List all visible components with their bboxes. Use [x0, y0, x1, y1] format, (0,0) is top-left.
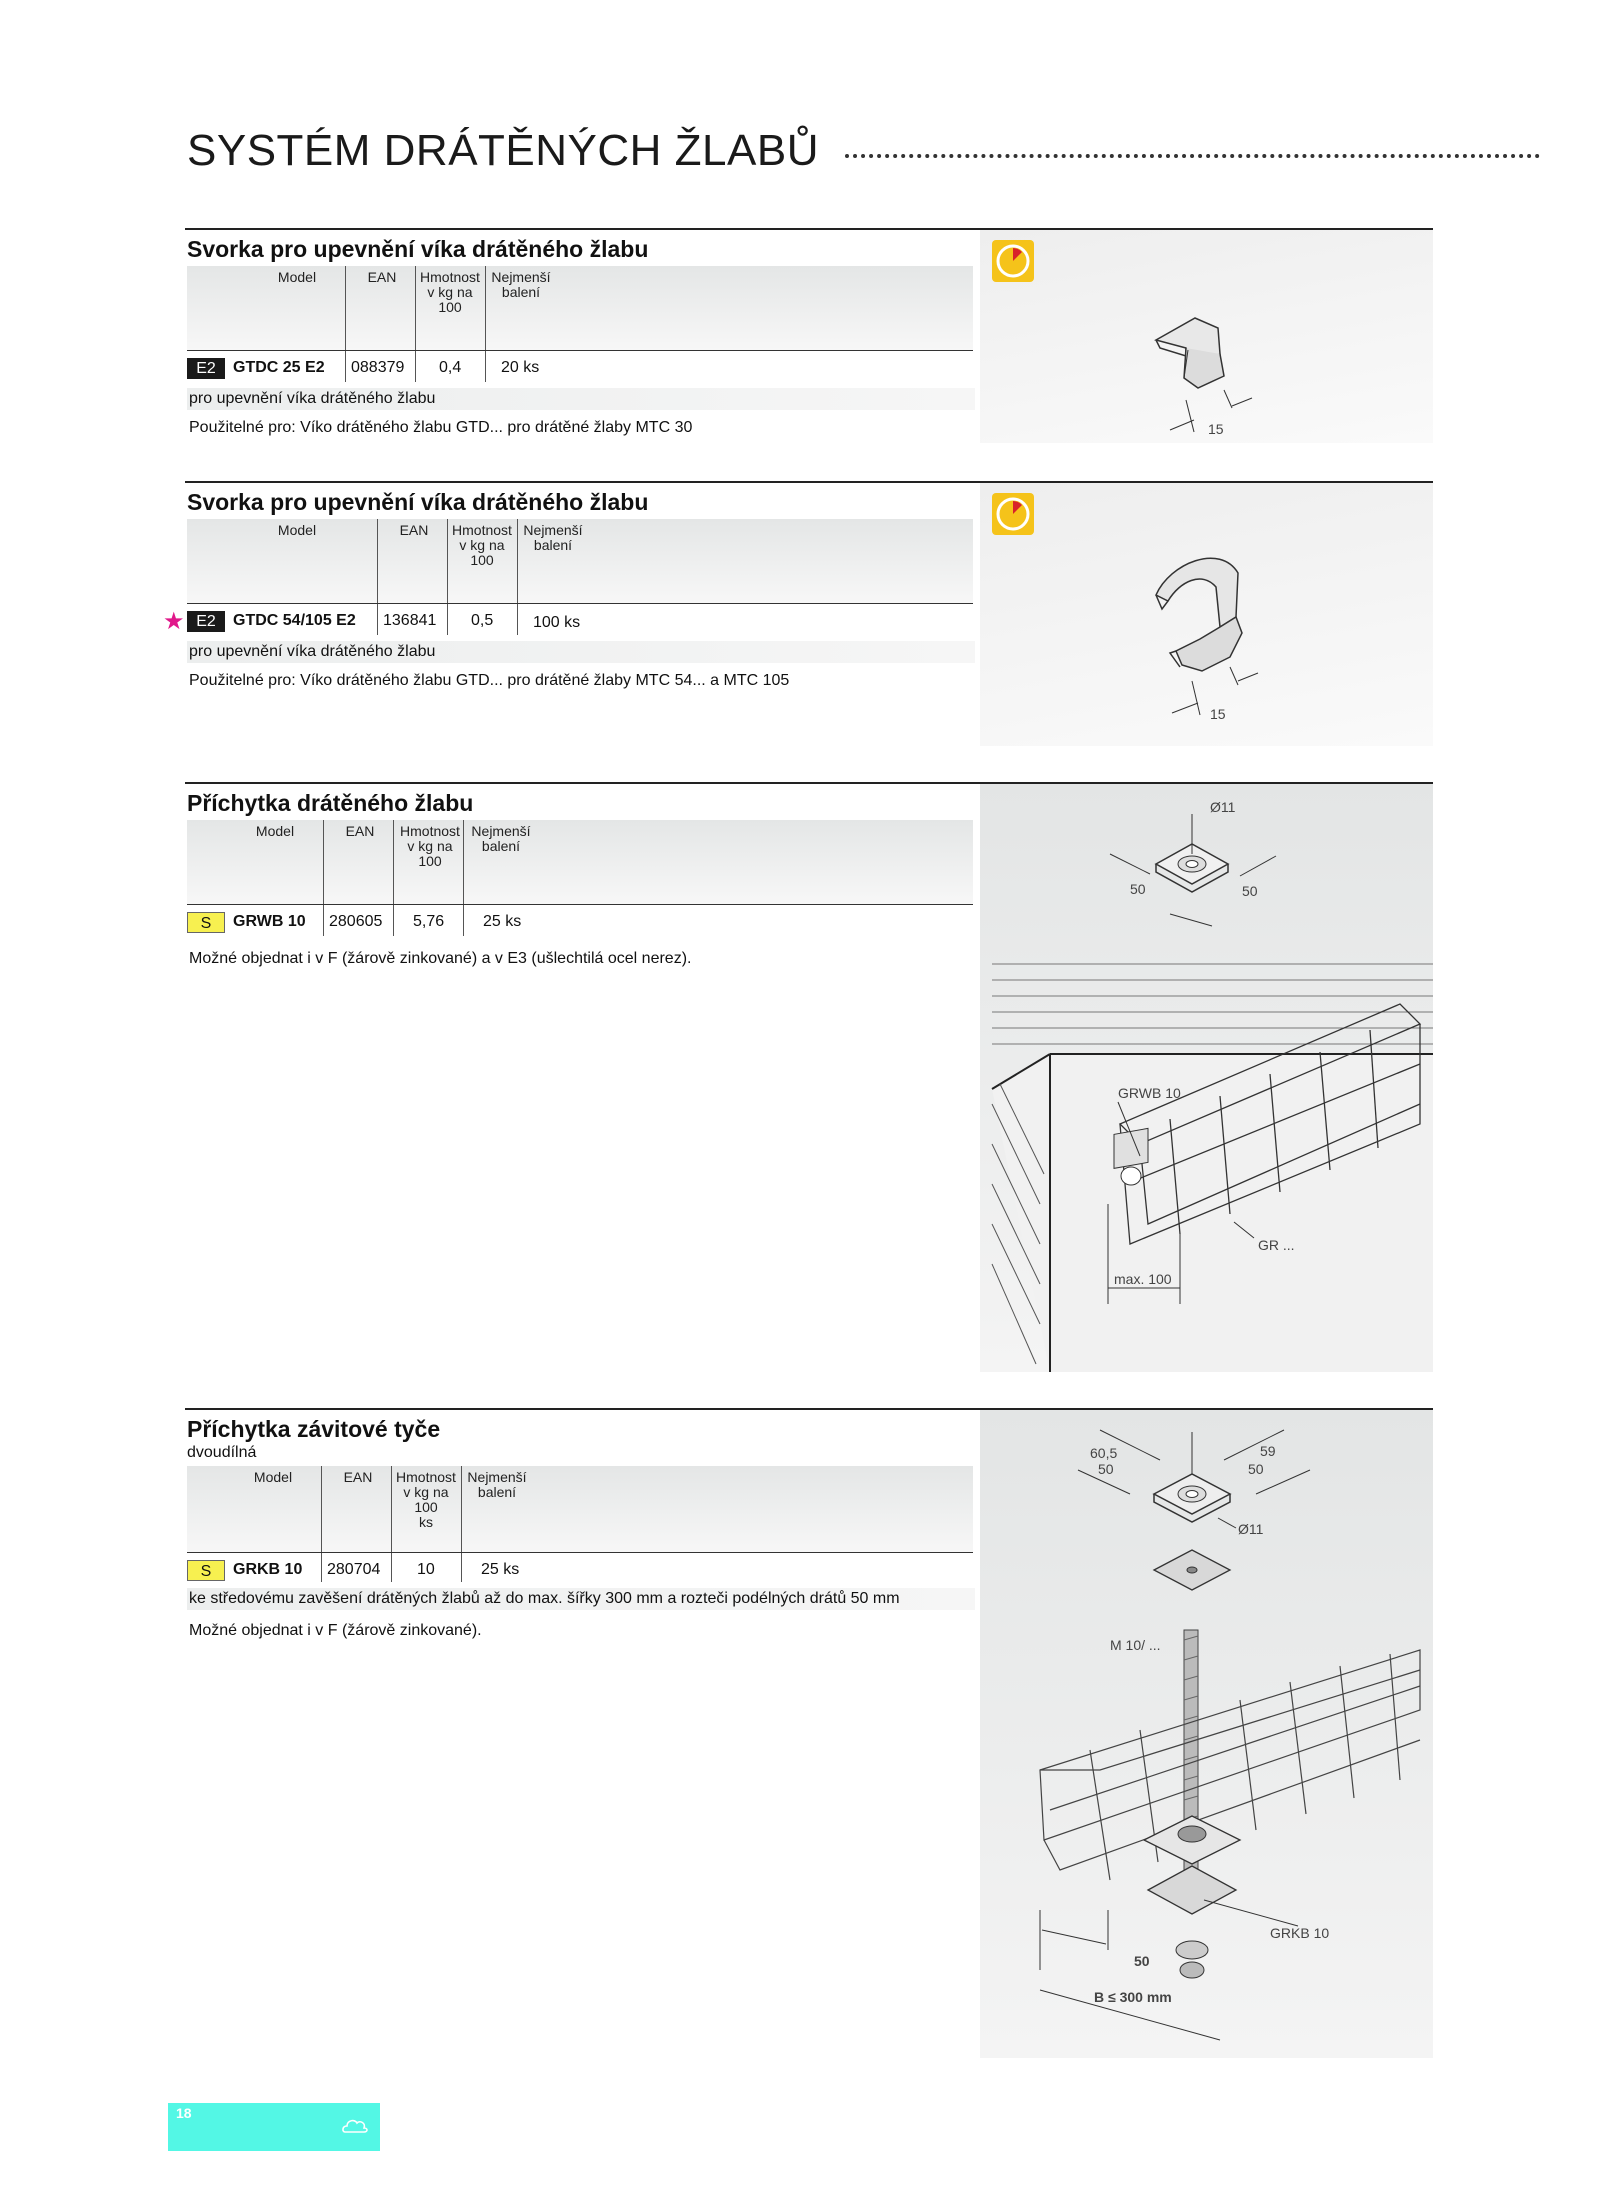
product-image — [980, 230, 1433, 443]
pack-value: 20 ks — [501, 359, 540, 376]
dimension-label: 15 — [1210, 706, 1226, 722]
product-image — [980, 483, 1433, 746]
header-pack: Nejmenší balení — [471, 823, 531, 854]
usage-line: Použitelné pro: Víko drátěného žlabu GTD... pro drátěné žlaby MTC 30 — [189, 419, 693, 436]
section-gtdc-25 — [185, 228, 1433, 443]
header-ean: EAN — [345, 823, 375, 839]
grkb-label: GRKB 10 — [1270, 1925, 1330, 1941]
model-value: GTDC 54/105 E2 — [233, 612, 356, 629]
header-ean: EAN — [343, 1469, 373, 1485]
new-item-star-icon: ★ — [163, 608, 185, 635]
header-ean: EAN — [367, 269, 397, 285]
dimension-a-label: 50 — [1130, 881, 1146, 897]
section-title: Příchytka závitové tyče — [187, 1416, 441, 1442]
model-value: GRWB 10 — [233, 913, 306, 930]
description-line: ke středovému zavěšení drátěných žlabů až do max. šířky 300 mm a rozteči podélných drátů 50 mm — [187, 1588, 975, 1610]
description-line: pro upevnění víka drátěného žlabu — [187, 388, 975, 410]
wall-bracket-drawing — [980, 784, 1433, 1372]
title-dotted-leader — [845, 154, 1540, 158]
dim-59-label: 59 — [1260, 1443, 1276, 1459]
material-badge: E2 — [187, 611, 225, 632]
section-subtitle: dvoudílná — [187, 1444, 257, 1461]
dimension-b-label: 50 — [1242, 883, 1258, 899]
page-number: 18 — [176, 2105, 192, 2121]
usage-line: Použitelné pro: Víko drátěného žlabu GTD... pro drátěné žlaby MTC 54... a MTC 105 — [189, 672, 790, 689]
product-table — [187, 820, 973, 940]
weight-value: 10 — [417, 1561, 435, 1578]
header-pack: Nejmenší balení — [467, 1469, 527, 1500]
diameter-label: Ø11 — [1210, 799, 1236, 815]
dim-50a-label: 50 — [1098, 1461, 1114, 1477]
rod-label: M 10/ ... — [1110, 1637, 1161, 1653]
section-grwb-10 — [185, 782, 1433, 1372]
dim-60-5-label: 60,5 — [1090, 1445, 1118, 1461]
clip-drawing — [980, 483, 1433, 746]
header-model: Model — [253, 1469, 293, 1485]
pack-value: 100 ks — [533, 614, 581, 631]
max-distance-label: max. 100 — [1114, 1271, 1172, 1287]
header-pack: Nejmenší balení — [491, 269, 551, 300]
bracket-label: GRWB 10 — [1118, 1085, 1181, 1101]
model-value: GTDC 25 E2 — [233, 359, 325, 376]
header-pack: Nejmenší balení — [523, 522, 583, 553]
ean-value: 088379 — [351, 359, 405, 376]
section-gtdc-54-105 — [163, 481, 1433, 746]
header-ean: EAN — [399, 522, 429, 538]
description-line: pro upevnění víka drátěného žlabu — [187, 641, 975, 663]
section-title: Příchytka drátěného žlabu — [187, 790, 474, 816]
section-title: Svorka pro upevnění víka drátěného žlabu — [187, 236, 649, 262]
width-label: B ≤ 300 mm — [1094, 1989, 1172, 2005]
header-model: Model — [255, 823, 295, 839]
header-weight: Hmotnost v kg na 100 — [452, 522, 512, 568]
dimension-label: 15 — [1208, 421, 1224, 437]
material-badge: S — [187, 1560, 225, 1581]
weight-value: 5,76 — [413, 913, 445, 930]
cloud-icon — [340, 2111, 370, 2141]
diameter-label: Ø11 — [1238, 1521, 1264, 1537]
ean-value: 280704 — [327, 1561, 381, 1578]
section-title: Svorka pro upevnění víka drátěného žlabu — [187, 489, 649, 515]
material-badge: E2 — [187, 358, 225, 379]
header-model: Model — [277, 522, 317, 538]
product-image — [980, 1410, 1433, 2058]
product-table — [187, 1466, 973, 1586]
dim-50b-label: 50 — [1248, 1461, 1264, 1477]
material-badge: S — [187, 912, 225, 933]
ean-value: 280605 — [329, 913, 383, 930]
page-title: SYSTÉM DRÁTĚNÝCH ŽLABŮ — [187, 126, 819, 175]
product-table — [187, 266, 973, 406]
product-image — [980, 784, 1433, 1372]
ean-value: 136841 — [383, 612, 437, 629]
rod-hanger-drawing — [980, 1410, 1433, 2058]
page-number-box — [168, 2103, 380, 2151]
description-line: Možné objednat i v F (žárově zinkované) a v E3 (ušlechtilá ocel nerez). — [189, 950, 692, 967]
wire-spacing-label: 50 — [1134, 1953, 1150, 1969]
pack-value: 25 ks — [483, 913, 522, 930]
section-grkb-10 — [185, 1408, 1433, 2058]
header-weight: Hmotnost v kg na 100 ks — [396, 1469, 456, 1530]
clip-drawing — [980, 230, 1433, 443]
weight-value: 0,5 — [471, 612, 494, 629]
model-value: GRKB 10 — [233, 1561, 303, 1578]
header-weight: Hmotnost v kg na 100 — [420, 269, 480, 315]
pack-value: 25 ks — [481, 1561, 520, 1578]
product-table — [187, 519, 973, 659]
weight-value: 0,4 — [439, 359, 462, 376]
header-model: Model — [277, 269, 317, 285]
tray-label: GR ... — [1258, 1237, 1295, 1253]
header-weight: Hmotnost v kg na 100 — [400, 823, 460, 869]
usage-line: Možné objednat i v F (žárově zinkované). — [189, 1622, 482, 1639]
